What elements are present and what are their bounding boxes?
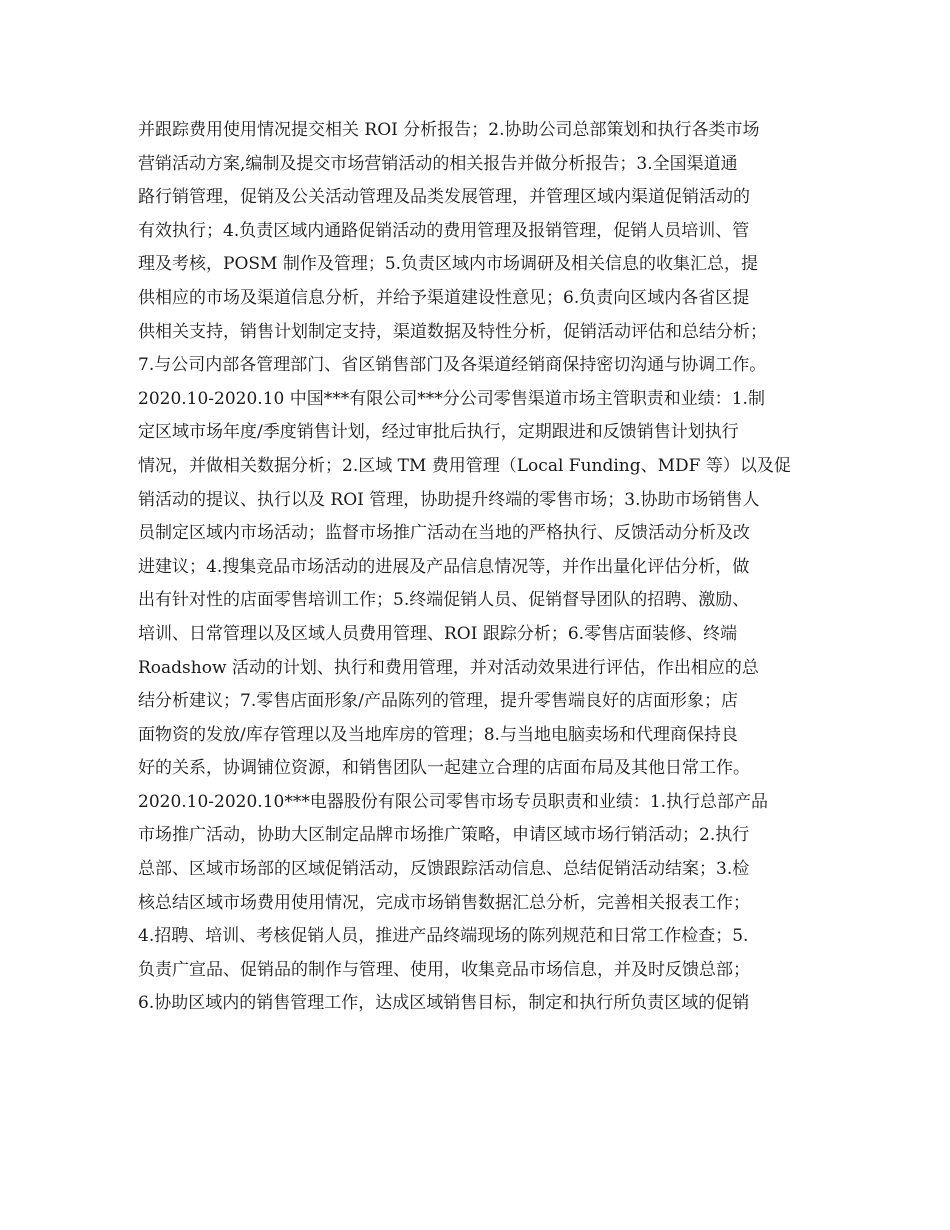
text-line: 7.与公司内部各管理部门、省区销售部门及各渠道经销商保持密切沟通与协调工作。	[138, 355, 767, 376]
text-line: 核总结区域市场费用使用情况，完成市场销售数据汇总分析，完善相关报表工作；	[138, 892, 750, 913]
body-text	[138, 114, 828, 1021]
text-line: 销活动的提议、执行以及 ROI 管理，协助提升终端的零售市场；3.协助市场销售人	[138, 489, 760, 510]
text-line: 有效执行；4.负责区域内通路促销活动的费用管理及报销管理，促销人员培训、管	[138, 220, 750, 241]
text-line: 好的关系，协调铺位资源，和销售团队一起建立合理的店面布局及其他日常工作。	[138, 758, 750, 779]
text-line: 理及考核，POSM 制作及管理；5.负责区域内市场调研及相关信息的收集汇总，提	[138, 254, 759, 275]
text-line: 并跟踪费用使用情况提交相关 ROI 分析报告；2.协助公司总部策划和执行各类市场	[138, 120, 760, 140]
text-line: 员制定区域内市场活动；监督市场推广活动在当地的严格执行、反馈活动分析及改	[138, 523, 750, 544]
text-line: Roadshow 活动的计划、执行和费用管理，并对活动效果进行评估，作出相应的总	[138, 657, 759, 678]
text-line: 供相应的市场及渠道信息分析，并给予渠道建设性意见；6.负责向区域内各省区提	[138, 287, 750, 308]
text-line: 出有针对性的店面零售培训工作；5.终端促销人员、促销督导团队的招聘、激励、	[138, 590, 750, 611]
text-line: 营销活动方案,编制及提交市场营销活动的相关报告并做分析报告；3.全国渠道通	[138, 153, 738, 174]
text-line: 2020.10-2020.10***电器股份有限公司零售市场专员职责和业绩：1.执行总部产品	[138, 791, 769, 812]
text-line: 情况，并做相关数据分析；2.区域 TM 费用管理（Local Funding、MDF 等）以及促	[138, 455, 791, 476]
text-line: 定区域市场年度/季度销售计划，经过审批后执行，定期跟进和反馈销售计划执行	[138, 422, 739, 443]
text-line: 进建议；4.搜集竞品市场活动的进展及产品信息情况等，并作出量化评估分析，做	[138, 556, 750, 577]
text-line: 结分析建议；7.零售店面形象/产品陈列的管理，提升零售端良好的店面形象；店	[138, 691, 738, 712]
text-line: 4.招聘、培训、考核促销人员，推进产品终端现场的陈列规范和日常工作检查；5.	[138, 926, 749, 947]
text-line: 面物资的发放/库存管理以及当地库房的管理；8.与当地电脑卖场和代理商保持良	[138, 724, 738, 745]
text-line: 路行销管理，促销及公关活动管理及品类发展管理，并管理区域内渠道促销活动的	[138, 187, 750, 208]
text-line: 培训、日常管理以及区域人员费用管理、ROI 跟踪分析；6.零售店面装修、终端	[138, 623, 738, 644]
text-line: 供相关支持，销售计划制定支持，渠道数据及特性分析，促销活动评估和总结分析；	[138, 321, 767, 342]
text-line: 负责广宣品、促销品的制作与管理、使用，收集竞品市场信息，并及时反馈总部；	[138, 959, 750, 980]
text-line: 6.协助区域内的销售管理工作，达成区域销售目标，制定和执行所负责区域的促销	[138, 993, 750, 1014]
text-line: 市场推广活动，协助大区制定品牌市场推广策略，申请区域市场行销活动；2.执行	[138, 825, 750, 846]
text-line: 总部、区域市场部的区域促销活动，反馈跟踪活动信息、总结促销活动结案；3.检	[138, 859, 750, 880]
text-line: 2020.10-2020.10 中国***有限公司***分公司零售渠道市场主管职责和业绩：1.制	[138, 388, 765, 409]
